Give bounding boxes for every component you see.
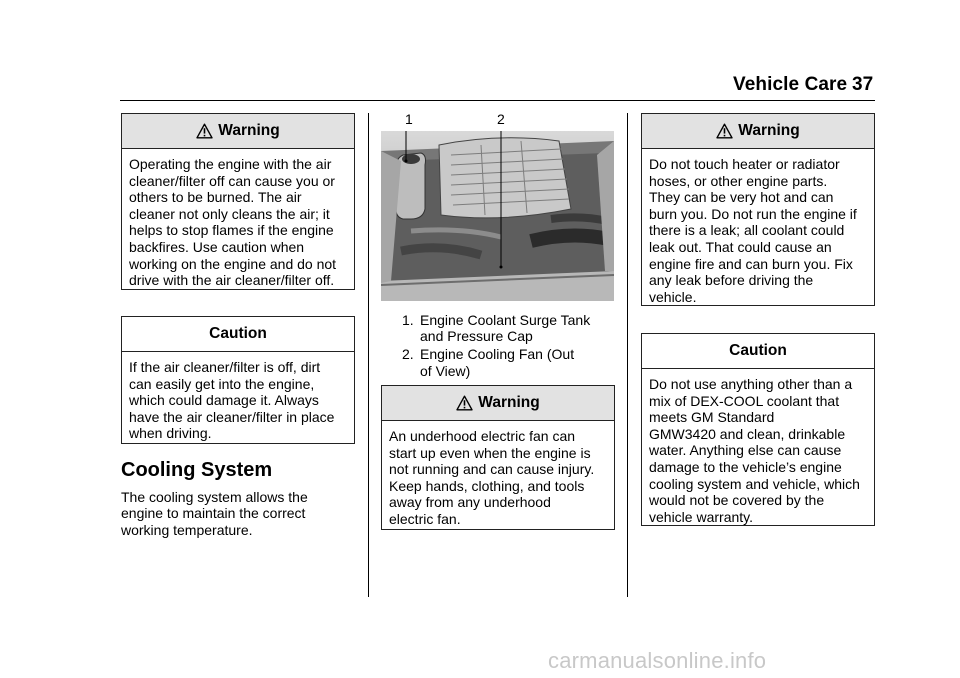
legend-number: 1. xyxy=(402,312,414,328)
text-line: burn you. Do not run the engine if xyxy=(649,205,857,222)
warning-box-hot-parts xyxy=(641,113,875,306)
text-line: An underhood electric fan can xyxy=(389,428,576,444)
column-divider-right xyxy=(627,113,628,597)
watermark: carmanualsonline.info xyxy=(548,648,767,673)
warning-text xyxy=(122,149,354,289)
caution-header xyxy=(642,334,874,369)
callout-number-2: 2 xyxy=(497,111,505,127)
text-line: vehicle warranty. xyxy=(649,508,754,525)
text-line: leak out. That could cause an xyxy=(649,238,832,255)
warning-title: Warning xyxy=(218,122,280,139)
legend-line: of View) xyxy=(420,362,471,379)
text-line: which could damage it. Always xyxy=(129,392,319,409)
legend-line: Engine Cooling Fan (Out xyxy=(420,346,575,363)
text-line: GMW3420 and clean, drinkable xyxy=(649,425,846,442)
text-line: cleaner/filter off can cause you or xyxy=(129,172,335,189)
text-line: have the air cleaner/filter in place xyxy=(129,408,335,425)
caution-title: Caution xyxy=(209,325,267,342)
text-line: when driving. xyxy=(129,425,212,442)
caution-header xyxy=(122,317,354,352)
text-line: away from any underhood xyxy=(389,494,551,511)
text-line: can easily get into the engine, xyxy=(129,375,315,392)
text-line: Do not touch heater or radiator xyxy=(649,156,840,172)
text-line: They can be very hot and can xyxy=(649,189,834,206)
text-line: drive with the air cleaner/filter off. xyxy=(129,272,335,289)
warning-title: Warning xyxy=(478,394,540,411)
warning-title: Warning xyxy=(738,122,800,139)
photo-legend xyxy=(403,312,590,381)
column-divider-left xyxy=(368,113,369,597)
text-line: working temperature. xyxy=(121,521,253,538)
text-line: would not be covered by the xyxy=(649,492,825,509)
section-heading-cooling-system: Cooling System xyxy=(121,459,273,481)
warning-header xyxy=(642,114,874,149)
text-line: engine to maintain the correct xyxy=(121,505,306,522)
text-line: If the air cleaner/filter is off, dirt xyxy=(129,359,321,375)
caution-box-coolant xyxy=(641,333,875,526)
legend-number: 2. xyxy=(402,346,414,363)
text-line: vehicle. xyxy=(649,288,697,305)
page-number: 37 xyxy=(852,74,874,95)
legend-item xyxy=(403,312,590,344)
text-line: cleaner not only cleans the air; it xyxy=(129,205,330,222)
text-line: cooling system and vehicle, which xyxy=(649,475,860,492)
section-title: Vehicle Care xyxy=(733,74,848,95)
warning-triangle-icon xyxy=(196,123,213,139)
warning-header xyxy=(122,114,354,149)
text-line: mix of DEX-COOL coolant that xyxy=(649,392,840,409)
header-rule xyxy=(120,100,875,101)
text-line: water. Anything else can cause xyxy=(649,442,842,459)
caution-text xyxy=(642,369,874,525)
text-line: start up even when the engine is xyxy=(389,444,591,461)
legend-item xyxy=(403,346,590,378)
text-line: working on the engine and do not xyxy=(129,255,337,272)
text-line: helps to stop flames if the engine xyxy=(129,222,334,239)
text-line: Do not use anything other than a xyxy=(649,376,853,392)
text-line: engine fire and can burn you. Fix xyxy=(649,255,853,272)
caution-text xyxy=(122,352,354,442)
text-line: backfires. Use caution when xyxy=(129,238,305,255)
text-line: Operating the engine with the air xyxy=(129,156,332,172)
caution-title: Caution xyxy=(729,342,787,359)
warning-header xyxy=(382,386,614,421)
text-line: electric fan. xyxy=(389,510,461,527)
legend-line: Engine Coolant Surge Tank xyxy=(420,312,591,328)
text-line: The cooling system allows the xyxy=(121,489,308,505)
warning-triangle-icon xyxy=(456,395,473,411)
warning-box-air-cleaner xyxy=(121,113,355,290)
text-line: hoses, or other engine parts. xyxy=(649,172,828,189)
text-line: damage to the vehicle’s engine xyxy=(649,458,842,475)
callout-number-1: 1 xyxy=(405,111,413,127)
text-line: not running and can cause injury. xyxy=(389,461,595,478)
text-line: others to be burned. The air xyxy=(129,189,302,206)
text-line: any leak before driving the xyxy=(649,272,814,289)
text-line: Keep hands, clothing, and tools xyxy=(389,477,585,494)
text-line: meets GM Standard xyxy=(649,409,775,426)
warning-triangle-icon xyxy=(716,123,733,139)
cooling-intro xyxy=(121,489,308,538)
warning-text xyxy=(382,421,614,528)
text-line: there is a leak; all coolant could xyxy=(649,222,845,239)
warning-text xyxy=(642,149,874,305)
engine-compartment-photo xyxy=(381,131,614,301)
caution-box-air-cleaner xyxy=(121,316,355,444)
legend-line: and Pressure Cap xyxy=(420,328,533,345)
warning-box-electric-fan xyxy=(381,385,615,530)
